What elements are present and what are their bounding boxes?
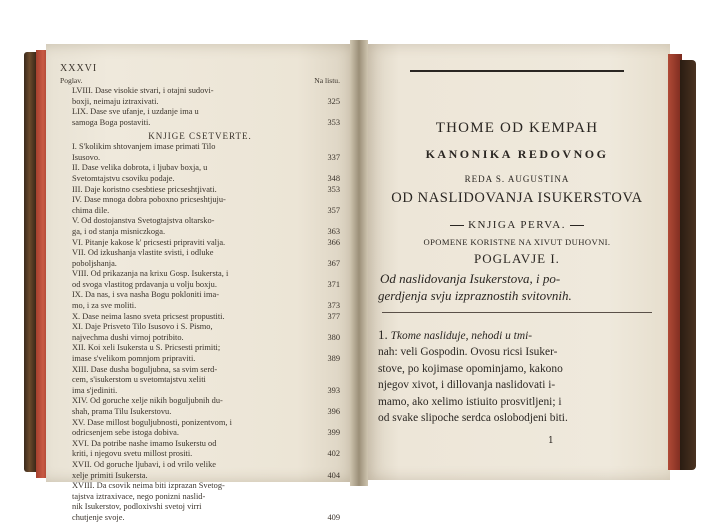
toc-entry-text: X. Dase neima lasno sveta pricsest propustiti.	[72, 311, 225, 321]
author-title: THOME OD KEMPAH	[435, 120, 599, 136]
toc-entry	[60, 312, 340, 323]
toc-entry	[60, 418, 340, 429]
chapter-heading: POGLAVJE I.	[474, 251, 560, 266]
toc-entry	[60, 227, 340, 238]
toc-entry-page: 389	[327, 354, 340, 364]
book-subtitle: OPOMENE KORISTNE NA XIVUT DUHOVNI.	[423, 237, 611, 247]
toc-entry-text: XVIII. Da csovik neima biti izprazan Svetog-	[72, 481, 225, 491]
paragraph-line-2: nah: veli Gospodin. Ovosu ricsi Isuker-	[378, 346, 558, 359]
toc-entry-page: 402	[327, 449, 340, 459]
toc-entry	[60, 280, 340, 291]
toc-entry-page: 393	[327, 385, 340, 395]
toc-entry-text: Svetomtajstvu csoviku podaje.	[72, 173, 175, 183]
toc-entry-page: 377	[327, 311, 340, 321]
toc-entry	[60, 248, 340, 259]
chapter-subheading-line2: gerdjenja svju izpraznostih svitovnih.	[378, 288, 572, 303]
column-header-chapter: Poglav.	[60, 75, 83, 85]
toc-entry	[60, 502, 340, 513]
toc-entry	[60, 195, 340, 206]
toc-entry-text: XIV. Od goruche xelje nikih boguljubnih du-	[72, 396, 223, 406]
toc-entry	[60, 322, 340, 333]
toc-entry-page: 353	[327, 117, 340, 127]
toc-entry	[60, 396, 340, 407]
toc-entry-page: 371	[327, 279, 340, 289]
toc-entry	[60, 428, 340, 439]
toc-entry-text: chima dile.	[72, 205, 110, 215]
toc-entry	[60, 97, 340, 108]
page-number-roman: XXXVI	[60, 63, 98, 74]
toc-entry-page: 366	[327, 237, 340, 247]
column-header-page: Na listu.	[314, 75, 340, 85]
toc-entry-page: 367	[327, 258, 340, 268]
toc-entry-page: 404	[327, 470, 340, 480]
chapter-opening	[378, 60, 656, 426]
toc-entry-page: 399	[327, 428, 340, 438]
toc-entry-page: 353	[327, 184, 340, 194]
toc-entry-text: boxji, neimaju iztraxivati.	[72, 96, 159, 106]
work-title: OD NASLIDOVANJA ISUKERSTOVA	[391, 190, 643, 206]
toc-entry-text: ga, i od stanja misniczkoga.	[72, 226, 166, 236]
toc-entry	[60, 142, 340, 153]
toc-entry-text: V. Od dostojanstva Svetogtajstva oltarsko-	[72, 216, 215, 226]
toc-book-title: KNJIGE CSETVERTE.	[148, 130, 252, 141]
toc-entry-page: 348	[327, 173, 340, 183]
toc-entry-text: I. S'kolikim shtovanjem imase primati Tilo	[72, 142, 216, 152]
toc-entry-text: VI. Pitanje kakose k' pricsesti pripraviti valja.	[72, 237, 226, 247]
toc-entry	[60, 153, 340, 164]
right-cover-edge	[680, 60, 696, 470]
toc-entry-text: shah, prama Tilu Isukerstovu.	[72, 407, 172, 416]
toc-entry-text: XIII. Dase dusha boguljubna, sa svim serd-	[72, 364, 218, 374]
toc-entry	[60, 375, 340, 386]
toc-entries-book-three	[60, 86, 340, 128]
toc-entry-text: cem, s'isukerstom u svetomtajstvu xeliti	[72, 375, 206, 385]
toc-entry-text: najvechma dushi virnoj potribito.	[72, 332, 184, 342]
toc-entry	[60, 481, 340, 492]
dash-left	[450, 225, 464, 226]
paragraph-line-6: od svake slipoche serdca oslobodjeni biti.	[378, 412, 568, 425]
signature-mark: 1	[548, 436, 554, 446]
toc-entry-text: IV. Dase mnoga dobra poboxno pricseshtjuju-	[72, 195, 226, 205]
toc-entry-text: od svoga vlastitog prdavanja u volju boxju.	[72, 279, 217, 289]
toc-entry-text: kriti, i njegovu svetu millost prositi.	[72, 449, 193, 459]
toc-entry-text: XII. Koi xeli Isukersta u S. Pricsesti primiti;	[72, 343, 221, 353]
toc-entry	[60, 163, 340, 174]
paragraph-line-1: Tkome nasliduje, nehodi u tmi-	[390, 330, 533, 342]
paragraph-line-5: mamo, ako xelimo istiuito prosvitljeni; i	[378, 395, 562, 408]
section-rule	[382, 312, 652, 313]
dash-right	[570, 225, 584, 226]
toc-entry	[60, 513, 340, 524]
toc-entry-page: 373	[327, 301, 340, 311]
paragraph-line-4: njegov xivot, i dillovanja naslidovati i-	[378, 379, 556, 392]
toc-entry	[60, 259, 340, 270]
toc-entry	[60, 407, 340, 418]
book-label: KNJIGA PERVA.	[378, 219, 656, 231]
author-order: REDA S. AUGUSTINA	[464, 174, 570, 184]
toc-entry	[60, 86, 340, 97]
toc-entry-text: XV. Dase millost boguljubnosti, ponizentvom, i	[72, 417, 232, 427]
toc-entry	[60, 118, 340, 129]
toc-entry-text: xelje primiti Isukersta.	[72, 470, 148, 480]
left-page-header	[60, 64, 340, 75]
toc-entry-text: VIII. Od prikazanja na krixu Gosp. Isukersta, i	[72, 269, 229, 279]
toc-entry	[60, 216, 340, 227]
toc-entry	[60, 449, 340, 460]
toc-entry	[60, 269, 340, 280]
toc-entry	[60, 206, 340, 217]
toc-entry-text: IX. Da nas, i sva nasha Bogu pokloniti ima-	[72, 290, 220, 300]
toc-entry-text: XVI. Da potribe nashe imamo Isukerstu od	[72, 438, 217, 448]
toc-entry-page: 363	[327, 226, 340, 236]
toc-entries-book-four	[60, 142, 340, 523]
paragraph-line-3: stove, po kojimase opominjamo, kakono	[378, 362, 563, 375]
toc-entry	[60, 471, 340, 482]
table-of-contents	[60, 64, 340, 524]
toc-entry-text: mo, i za sve moliti.	[72, 301, 137, 311]
toc-entry	[60, 290, 340, 301]
toc-entry-page: 396	[327, 407, 340, 416]
paragraph-one	[378, 327, 656, 426]
chapter-subheading-line1: Od naslidovanja Isukerstova, i po-	[380, 271, 561, 286]
toc-entry-page: 325	[327, 96, 340, 106]
toc-entry-text: ima s'jediniti.	[72, 385, 118, 395]
toc-entry	[60, 460, 340, 471]
toc-entry-page: 357	[327, 205, 340, 215]
toc-entry-page: 409	[327, 512, 340, 522]
toc-entry	[60, 343, 340, 354]
toc-entry-text: XI. Daje Prisveto Tilo Isusovo i S. Pismo,	[72, 322, 213, 332]
toc-entry-page: 337	[327, 152, 340, 162]
toc-entry	[60, 354, 340, 365]
top-rule	[410, 70, 624, 72]
toc-entry	[60, 439, 340, 450]
toc-entry-text: poboljshanja.	[72, 258, 117, 268]
toc-entry-text: LVIII. Dase visokie stvari, i otajni sudovi-	[72, 86, 214, 96]
author-office: KANONIKA REDOVNOG	[425, 147, 609, 161]
toc-entry-text: samoga Boga postaviti.	[72, 117, 151, 127]
toc-entry	[60, 492, 340, 503]
toc-entry-text: III. Daje koristno csesbtiese pricseshtjivati.	[72, 184, 217, 194]
toc-entry	[60, 386, 340, 397]
paragraph-number: 1.	[378, 327, 388, 342]
toc-entry-text: odricsenjem sebe istoga dobiva.	[72, 428, 179, 438]
toc-entry-page: 380	[327, 332, 340, 342]
toc-entry	[60, 185, 340, 196]
toc-entry	[60, 174, 340, 185]
toc-entry	[60, 365, 340, 376]
toc-entry-text: II. Dase velika dobrota, i ljubav boxja, u	[72, 163, 208, 173]
toc-entry-text: chutjenje svoje.	[72, 512, 125, 522]
toc-entry	[60, 238, 340, 249]
toc-entry	[60, 107, 340, 118]
toc-entry-text: XVII. Od goruche ljubavi, i od vrilo velike	[72, 459, 216, 469]
toc-entry	[60, 301, 340, 312]
toc-entry-text: tajstva iztraxivace, nego ponizni naslid-	[72, 491, 206, 501]
toc-entry	[60, 333, 340, 344]
toc-entry-text: imase s'velikom pomnjom pripraviti.	[72, 354, 196, 364]
toc-entry-text: nik Isukerstov, podloxivshi svetoj virri	[72, 502, 202, 512]
toc-entry-text: LIX. Dase sve ufanje, i uzdanje ima u	[72, 107, 199, 117]
toc-entry-text: Isusovo.	[72, 152, 101, 162]
book-gutter	[350, 40, 368, 486]
toc-entry-text: VII. Od izkushanja vlastite svisti, i odluke	[72, 248, 214, 258]
toc-column-headers	[60, 76, 340, 87]
